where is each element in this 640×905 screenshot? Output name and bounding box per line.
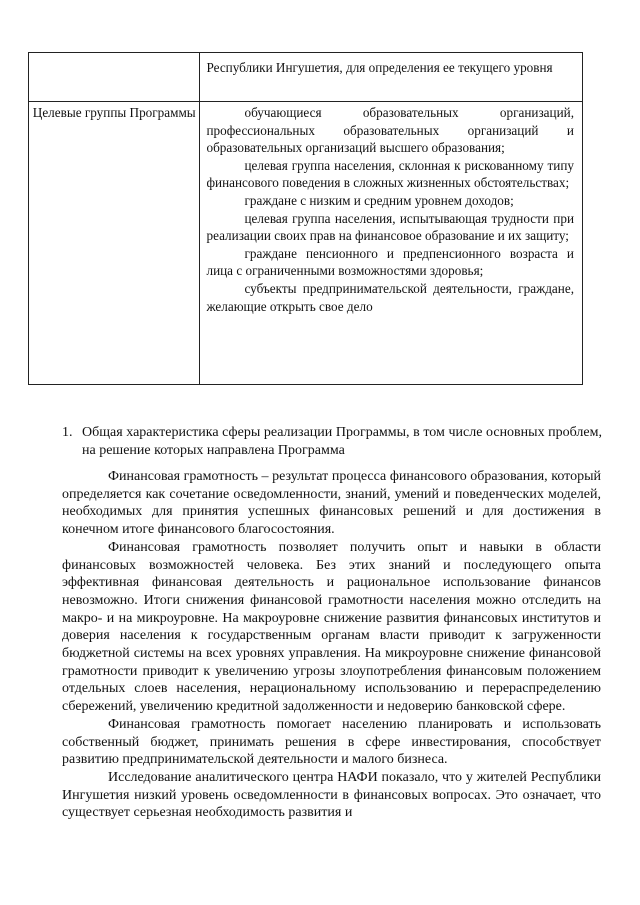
document-body [62,468,601,822]
table-cell-evaluation-text: Республики Ингушетия, для определения ее текущего уровня [200,53,583,102]
table-row [29,102,583,385]
paragraph: Финансовая грамотность – результат процесса финансового образования, который определяется как сочетание осведомленности, знаний, умений и поведенческих моделей, необходимых для принятия успешных финансовых решений и для достижения в конечном итоге финансового благосостояния. [62,469,601,538]
paragraph: Исследование аналитического центра НАФИ показало, что у жителей Республики Ингушетия низкий уровень осведомленности в финансовых вопросах. Это означает, что существует серьезная необходимость развития и [62,769,601,821]
section-number: 1. [62,425,73,440]
list-item: субъекты предпринимательской деятельности, граждане, желающие открыть свое дело [206,280,574,314]
target-groups-list [200,102,583,385]
section-title: Общая характеристика сферы реализации Программы, в том числе основных проблем, на решение которых направлена Программа [82,425,602,458]
program-passport-table [28,52,583,385]
list-item: граждане с низким и средним уровнем доходов; [244,192,514,208]
list-item: граждане пенсионного и предпенсионного возраста и лица с ограниченными возможностями здоровья; [206,245,574,279]
target-groups-label: Целевые группы Программы [29,102,200,385]
list-item: обучающиеся образовательных организаций, профессиональных образовательных организаций и образовательных организаций высшего образования; [206,105,574,156]
list-item: целевая группа населения, испытывающая трудности при реализации своих прав на финансовое образование и их защиту; [206,210,574,244]
paragraph: Финансовая грамотность помогает населению планировать и использовать собственный бюджет, принимать решения в сфере инвестирования, способствует развитию предпринимательской деятельности и малого бизнеса. [62,716,601,768]
list-item: целевая группа населения, склонная к рискованному типу финансового поведения в сложных жизненных обстоятельствах; [206,157,574,191]
section-heading [62,424,602,460]
table-cell-empty [29,53,200,102]
paragraph: Финансовая грамотность позволяет получить опыт и навыки в области финансовых возможностей человека. Без этих знаний и последующего опыта эффективная финансовая деятельность и рациональное использование финансов невозможно. Итоги снижения финансовой грамотности населения можно отследить на макро- и на микроуровне. На макроуровне снижение развития финансовых институтов и доверия населения к государственным органам власти приводит к загруженности бюджетной системы на всех уровнях управления. На микроуровне снижение финансовой грамотности приводит к увеличению угрозы злоупотребления финансовым положением отдельных слоев населения, нерациональному использованию и перераспределению сбережений, увеличению кредитной задолженности и недоверию банковской сфере. [62,539,601,715]
table-row [29,53,583,102]
